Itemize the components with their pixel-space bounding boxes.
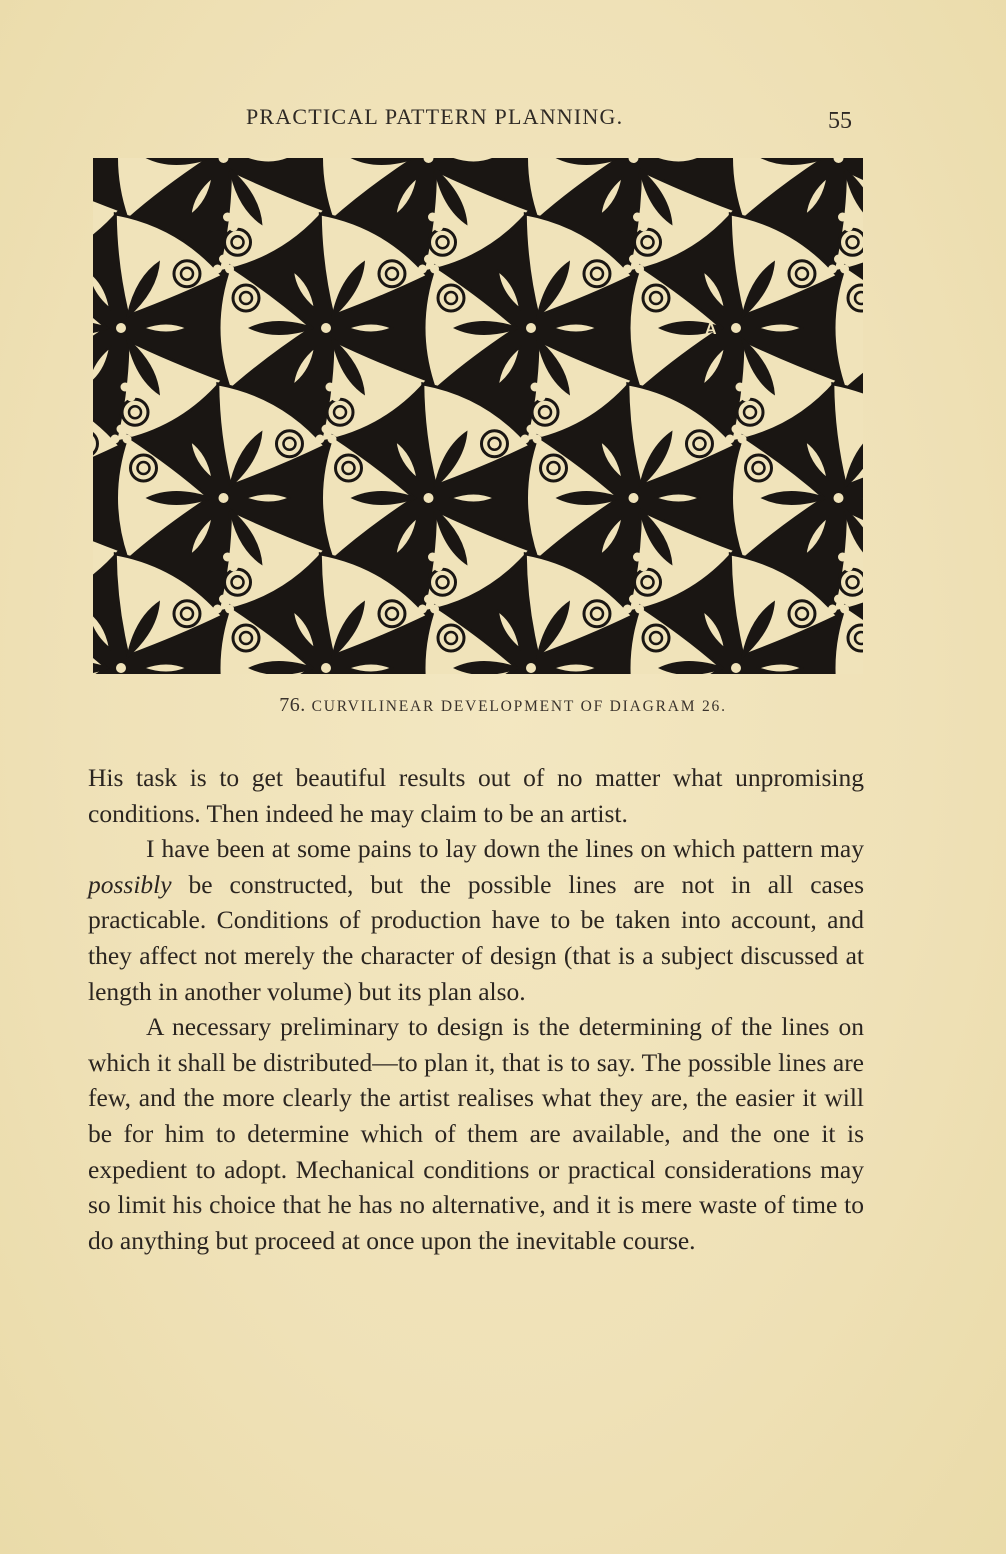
pattern-centre xyxy=(115,322,127,334)
figure-label-a: A xyxy=(705,321,717,338)
trefoil-dot xyxy=(225,265,234,274)
trefoil-dot xyxy=(430,265,439,274)
pattern-centre xyxy=(423,492,435,504)
trefoil-dot xyxy=(223,213,232,222)
trefoil-dot xyxy=(316,435,325,444)
trefoil-dot xyxy=(844,223,853,232)
paragraph-2-start: I have been at some pains to lay down the lines on which pattern may xyxy=(146,834,864,864)
trefoil-dot xyxy=(828,265,837,274)
trefoil-dot xyxy=(219,595,228,604)
trefoil-dot xyxy=(424,255,433,264)
pattern-leaf xyxy=(143,324,187,333)
page-number: 55 xyxy=(828,108,852,134)
trefoil-dot xyxy=(418,605,427,614)
trefoil-dot xyxy=(726,435,735,444)
pattern-centre xyxy=(320,662,332,674)
trefoil-dot xyxy=(736,383,745,392)
trefoil-dot xyxy=(235,553,244,562)
trefoil-dot xyxy=(623,265,632,274)
pattern-figure xyxy=(93,158,863,674)
trefoil-dot xyxy=(440,213,449,222)
trefoil-dot xyxy=(537,393,546,402)
trefoil-dot xyxy=(838,553,847,562)
trefoil-dot xyxy=(440,553,449,562)
paragraph-1: His task is to get beautiful results out of no matter what unpromising conditions. Then indeed he may claim to be an artist. xyxy=(88,763,864,828)
trefoil-dot xyxy=(633,553,642,562)
trefoil-dot xyxy=(121,383,130,392)
pattern-centre xyxy=(218,492,230,504)
pattern-leaf xyxy=(553,324,597,333)
trefoil-dot xyxy=(633,213,642,222)
trefoil-dot xyxy=(629,255,638,264)
trefoil-dot xyxy=(225,605,234,614)
trefoil-dot xyxy=(639,563,648,572)
trefoil-dot xyxy=(332,393,341,402)
trefoil-dot xyxy=(418,265,427,274)
trefoil-dot xyxy=(133,383,142,392)
trefoil-dot xyxy=(629,595,638,604)
trefoil-dot xyxy=(828,605,837,614)
figure-caption xyxy=(0,694,1006,717)
trefoil-dot xyxy=(127,393,136,402)
trefoil-dot xyxy=(742,393,751,402)
trefoil-dot xyxy=(338,383,347,392)
trefoil-dot xyxy=(123,435,132,444)
pattern-centre xyxy=(628,492,640,504)
emphasis-possibly: possibly xyxy=(88,869,172,899)
trefoil-dot xyxy=(521,435,530,444)
pattern-leaf xyxy=(758,324,802,333)
trefoil-dot xyxy=(229,563,238,572)
paragraph-2 xyxy=(88,831,864,1009)
pattern-centre xyxy=(423,158,435,164)
body-text xyxy=(88,760,864,1258)
trefoil-dot xyxy=(834,255,843,264)
trefoil-dot xyxy=(434,563,443,572)
trefoil-dot xyxy=(424,595,433,604)
pattern-leaf xyxy=(348,324,392,333)
trefoil-dot xyxy=(111,435,120,444)
pattern-centre xyxy=(218,158,230,164)
pattern-leaf xyxy=(246,494,290,503)
trefoil-dot xyxy=(428,213,437,222)
pattern-centre xyxy=(730,662,742,674)
trefoil-dot xyxy=(623,605,632,614)
trefoil-dot xyxy=(328,435,337,444)
trefoil-dot xyxy=(850,213,859,222)
trefoil-dot xyxy=(428,553,437,562)
trefoil-dot xyxy=(117,425,126,434)
trefoil-dot xyxy=(235,213,244,222)
trefoil-dot xyxy=(840,605,849,614)
trefoil-dot xyxy=(213,605,222,614)
trefoil-dot xyxy=(645,553,654,562)
paragraph-2-end: be constructed, but the possible lines are not in all cases practicable. Conditions of production have to be taken into account, and they affect not merely the character of design (that is a subject discussed at length in another volume) but its plan also. xyxy=(88,869,864,1006)
pattern-centre xyxy=(833,158,845,164)
trefoil-dot xyxy=(844,563,853,572)
pattern-centre xyxy=(833,492,845,504)
trefoil-dot xyxy=(326,383,335,392)
trefoil-dot xyxy=(434,223,443,232)
trefoil-dot xyxy=(531,383,540,392)
figure-caption-text: CURVILINEAR DEVELOPMENT OF DIAGRAM 26. xyxy=(311,698,727,715)
running-head xyxy=(0,104,1006,134)
trefoil-dot xyxy=(533,435,542,444)
pattern-centre xyxy=(115,662,127,674)
pattern-leaf xyxy=(553,664,597,673)
trefoil-dot xyxy=(748,383,757,392)
trefoil-dot xyxy=(635,605,644,614)
pattern-leaf xyxy=(451,494,495,503)
pattern-centre xyxy=(525,662,537,674)
trefoil-dot xyxy=(738,435,747,444)
trefoil-dot xyxy=(229,223,238,232)
trefoil-dot xyxy=(219,255,228,264)
pattern-leaf xyxy=(348,664,392,673)
trefoil-dot xyxy=(430,605,439,614)
trefoil-dot xyxy=(639,223,648,232)
trefoil-dot xyxy=(527,425,536,434)
trefoil-dot xyxy=(213,265,222,274)
figure-label-b: B xyxy=(697,546,710,566)
trefoil-dot xyxy=(543,383,552,392)
pattern-centre xyxy=(525,322,537,334)
running-title: PRACTICAL PATTERN PLANNING. xyxy=(246,104,624,129)
trefoil-dot xyxy=(834,595,843,604)
paragraph-3: A necessary preliminary to design is the determining of the lines on which it shall be distributed—to plan it, that is to say. The possible lines are few, and the more clearly the artist realises what they are, the easier it will be for him to determine which of them are available, and the one it is expedient to adopt. Mechanical conditions or practical considerations may so limit his choice that he has no alternative, and it is mere waste of time to do anything but proceed at once upon the inevitable course. xyxy=(88,1012,864,1255)
trefoil-dot xyxy=(223,553,232,562)
trefoil-dot xyxy=(322,425,331,434)
trefoil-dot xyxy=(635,265,644,274)
trefoil-dot xyxy=(732,425,741,434)
trefoil-dot xyxy=(850,553,859,562)
trefoil-dot xyxy=(838,213,847,222)
pattern-centre xyxy=(730,322,742,334)
pattern-leaf xyxy=(758,664,802,673)
figure-number: 76. xyxy=(279,694,306,716)
trefoil-dot xyxy=(840,265,849,274)
pattern-leaf xyxy=(656,494,700,503)
pattern-leaf xyxy=(143,664,187,673)
curvilinear-pattern-illustration xyxy=(93,158,863,674)
pattern-centre xyxy=(628,158,640,164)
trefoil-dot xyxy=(645,213,654,222)
pattern-centre xyxy=(320,322,332,334)
